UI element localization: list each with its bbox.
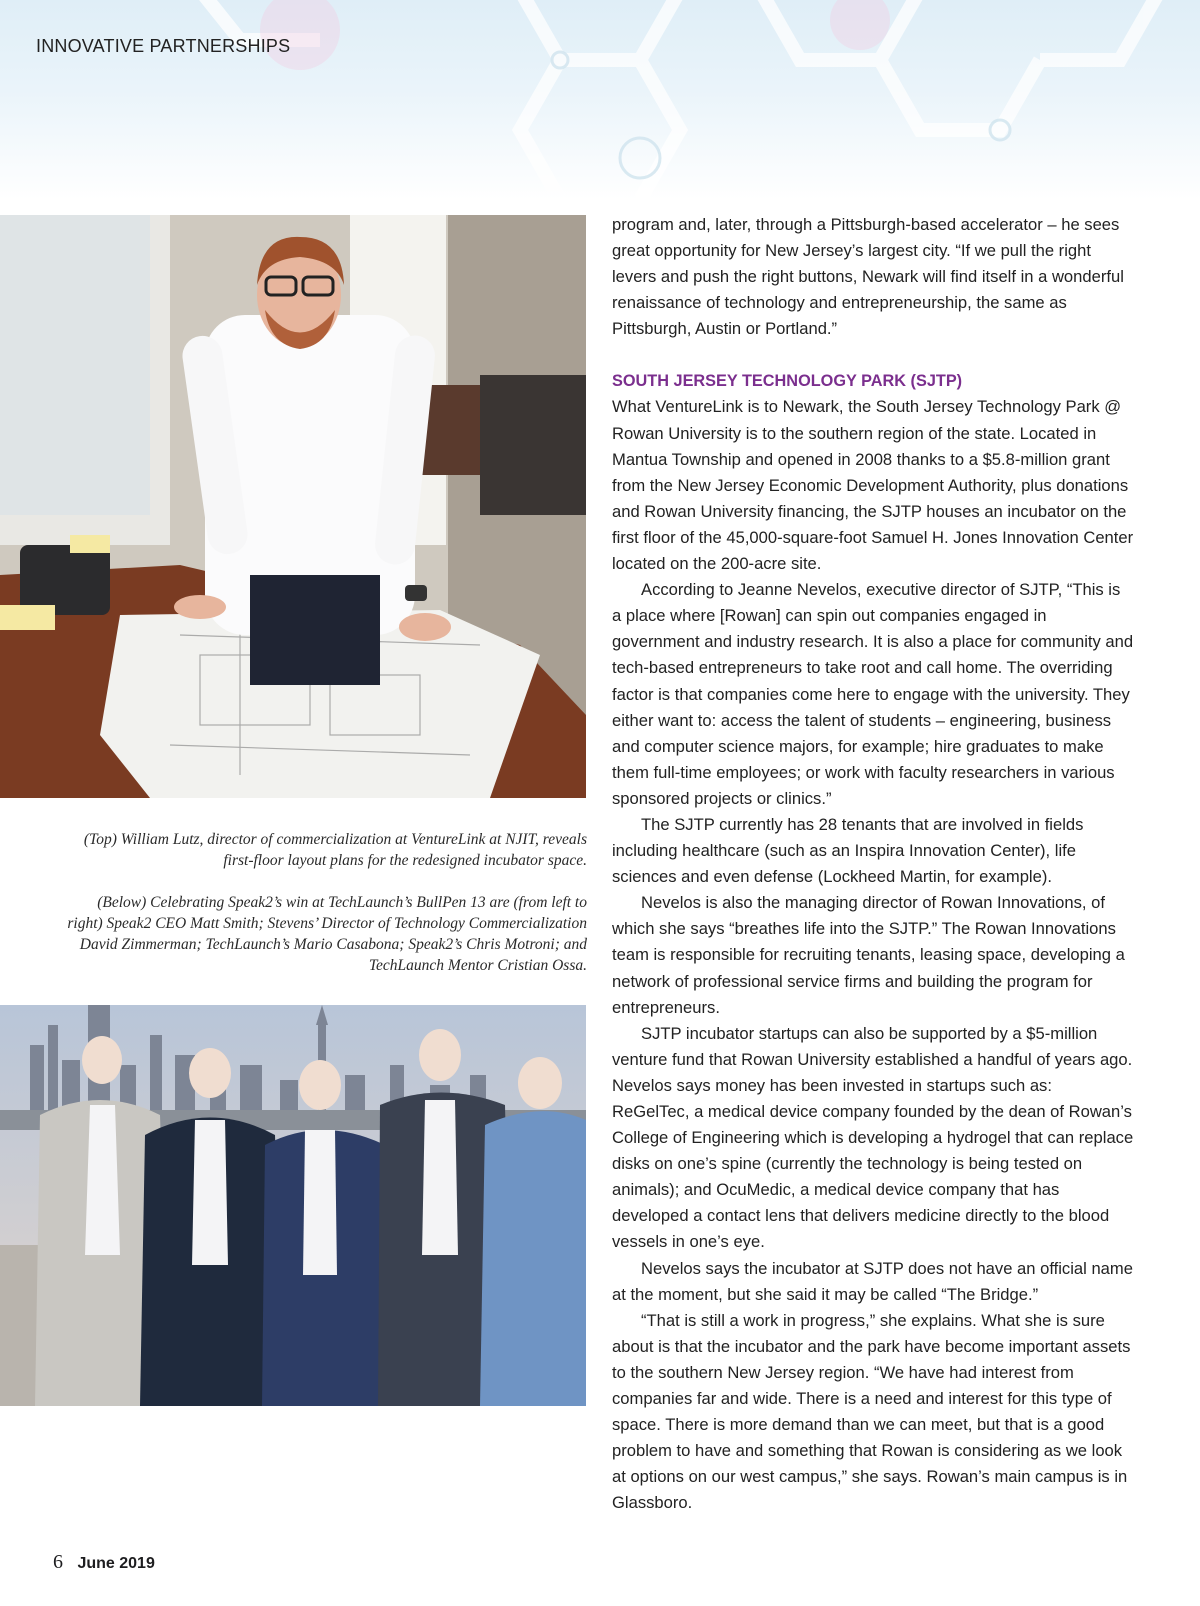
- page-number: 6: [53, 1551, 63, 1573]
- article-subhead: SOUTH JERSEY TECHNOLOGY PARK (SJTP): [612, 372, 963, 391]
- caption-bottom: (Below) Celebrating Speak2’s win at TechLaunch’s BullPen 13 are (from left to right) Speak2 CEO Matt Smith; Stevens’ Director of Technology Commercialization David Zimmerman; TechLaunch’s Mario Casabona; Speak2’s Chris Motroni; and TechLaunch Mentor Cristian Ossa.: [67, 894, 587, 974]
- page-footer: [53, 1551, 155, 1574]
- section-label: INNOVATIVE PARTNERSHIPS: [36, 36, 291, 56]
- article-paragraph: Nevelos says the incubator at SJTP does not have an official name at the moment, but she said it may be called “The Bridge.”: [612, 1258, 1133, 1304]
- article-paragraph: “That is still a work in progress,” she explains. What she is sure about is that the incubator and the park have become important assets to the southern New Jersey region. “We have had interest from companies far and wide. There is a need and interest for this type of space. There is more demand than we can meet, but that is a good problem to have and something that Rowan is considering as we look at options on our west campus,” she says. Rowan’s main campus is in Glassboro.: [612, 1310, 1131, 1513]
- article-column: [612, 212, 1134, 1517]
- photo-william-lutz: [0, 215, 586, 798]
- article-paragraph: According to Jeanne Nevelos, executive director of SJTP, “This is a place where [Rowan] can spin out companies engaged in government and industry research. It is also a place for community and tech-based entrepreneurs to take root and call home. The overriding factor is that companies come here to engage with the university. They either want to: access the talent of students – engineering, business and computer science majors, for example; hire graduates to make them full-time employees; or work with faculty researchers in various sponsored projects or clinics.”: [612, 580, 1134, 808]
- photo-group-techlaunch: [0, 1005, 586, 1406]
- hexagon-pattern: [0, 0, 1200, 200]
- article-paragraph: SJTP incubator startups can also be supported by a $5-million venture fund that Rowan University established a handful of years ago. Nevelos says money has been invested in startups such as: ReGelTec, a medical device company founded by the dean of Rowan’s College of Engineering which is developing a hydrogel that can replace disks on one’s spine (currently the technology is being tested on animals); and OcuMedic, a medical device company that has developed a contact lens that delivers medicine directly to the blood vessels in one’s eye.: [612, 1023, 1134, 1252]
- caption-top: (Top) William Lutz, director of commercialization at VentureLink at NJIT, reveals first-floor layout plans for the redesigned incubator space.: [83, 831, 587, 869]
- article-paragraph: Nevelos is also the managing director of Rowan Innovations, of which she says “breathes life into the SJTP.” The Rowan Innovations team is responsible for recruiting tenants, leasing space, developing a network of professional service firms and building the program for entrepreneurs.: [612, 893, 1125, 1017]
- issue-date: June 2019: [77, 1555, 155, 1572]
- article-paragraph: The SJTP currently has 28 tenants that are involved in fields including healthcare (such as an Inspira Innovation Center), life sciences and even defense (Lockheed Martin, for example).: [612, 814, 1084, 887]
- article-paragraph: What VentureLink is to Newark, the South Jersey Technology Park @ Rowan University is to the southern region of the state. Located in Mantua Township and opened in 2008 thanks to a $5.8-million grant from the New Jersey Economic Development Authority, plus donations and Rowan University financing, the SJTP houses an incubator on the first floor of the 45,000-square-foot Samuel H. Jones Innovation Center located on the 200-acre site.: [612, 397, 1134, 574]
- article-intro-paragraph: program and, later, through a Pittsburgh-based accelerator – he sees great opportunity for New Jersey’s largest city. “If we pull the right levers and push the right buttons, Newark will find itself in a wonderful renaissance of technology and entrepreneurship, the same as Pittsburgh, Austin or Portland.”: [612, 215, 1124, 339]
- header-background: [0, 0, 1200, 200]
